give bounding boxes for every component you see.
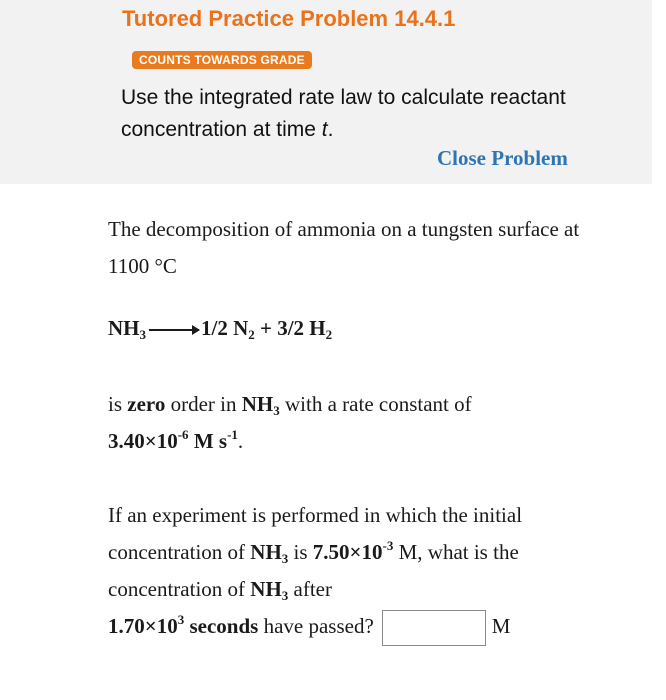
rate-constant-value: 3.40×10 [108, 429, 178, 453]
question-species-2-sub: 3 [281, 588, 289, 603]
elapsed-time-exponent: 3 [177, 612, 185, 627]
grade-badge: COUNTS TOWARDS GRADE [132, 51, 312, 69]
reaction-product-1-sub: 2 [248, 327, 255, 342]
order-text-3: with a rate constant of [279, 392, 472, 416]
problem-subtitle [121, 82, 621, 146]
question-species-2: NH [250, 577, 282, 601]
elapsed-time-units: seconds [184, 614, 259, 638]
rate-constant-exponent: -6 [177, 427, 189, 442]
question-text [108, 497, 608, 646]
reaction-product-2-sub: 2 [325, 327, 333, 342]
initial-concentration-exponent: -3 [382, 538, 394, 553]
question-text-4: after [288, 577, 332, 601]
page-title: Tutored Practice Problem 14.4.1 [122, 6, 456, 31]
question-species-sub: 3 [281, 551, 289, 566]
answer-input[interactable] [382, 610, 486, 646]
reaction-product-1: 1/2 N [201, 316, 249, 340]
reaction-equation [108, 310, 608, 347]
question-text-2: is [288, 540, 313, 564]
subtitle-variable: t [321, 118, 328, 141]
reaction-reactant: NH [108, 316, 140, 340]
reaction-arrow-icon [149, 329, 199, 331]
order-text-2: order in [165, 392, 242, 416]
reaction-product-2: + 3/2 H [254, 316, 326, 340]
problem-intro: The decomposition of ammonia on a tungsten surface at 1100 °C [108, 217, 580, 278]
rate-constant-units-exponent: -1 [227, 427, 238, 442]
order-species: NH [241, 392, 274, 416]
question-text-5: have passed? [258, 614, 374, 638]
question-species: NH [250, 540, 282, 564]
answer-unit: M [491, 614, 511, 638]
question-text-1: If an experiment is performed in which the initial concentration of [108, 503, 523, 564]
subtitle-text: Use the integrated rate law to calculate reactant concentration at time [121, 86, 566, 141]
order-text-end: . [237, 429, 244, 453]
rate-constant-units: M s [188, 429, 228, 453]
order-text-1: is [108, 392, 128, 416]
problem-header [0, 0, 652, 184]
rate-constant-statement [108, 386, 608, 460]
order-species-sub: 3 [273, 403, 280, 418]
elapsed-time-value: 1.70×10 [108, 614, 178, 638]
question-text-3: M, what is the concentration of [108, 540, 519, 601]
reaction-reactant-sub: 3 [139, 327, 146, 342]
subtitle-end: . [327, 118, 334, 141]
close-problem-link[interactable]: Close Problem [437, 146, 568, 170]
initial-concentration-value: 7.50×10 [312, 540, 383, 564]
reaction-order: zero [127, 392, 166, 416]
